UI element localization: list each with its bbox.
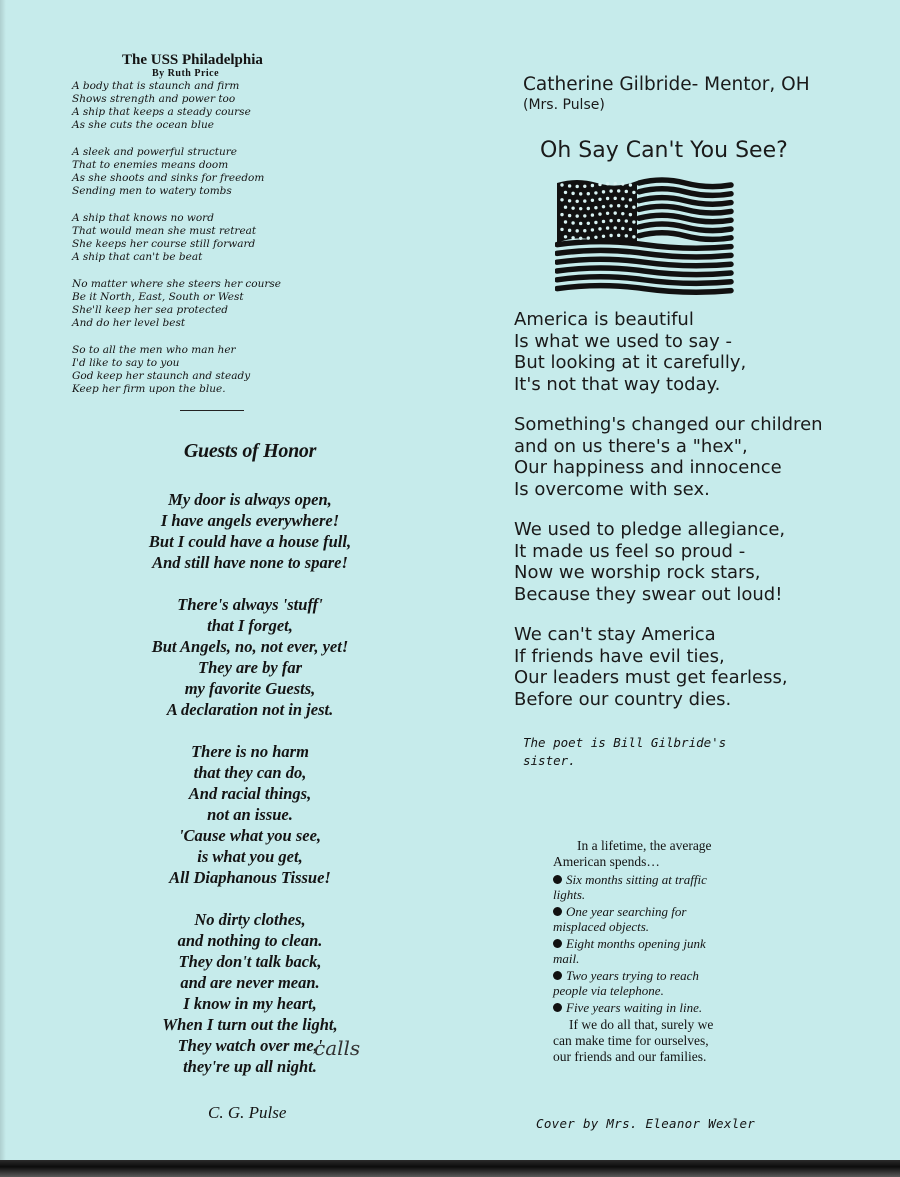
lifetime-item-text: One year searching for misplaced objects. (553, 904, 687, 934)
guests-poem-line: But I could have a house full, (148, 532, 352, 551)
flag-star (579, 222, 582, 225)
flag-star (579, 207, 582, 210)
flag-star (583, 185, 586, 188)
guests-poem-line: And still have none to spare! (152, 553, 348, 572)
flag-star (564, 235, 567, 238)
bullet-icon (553, 1003, 562, 1012)
flag-stripe (557, 286, 731, 293)
guests-poem-line: When I turn out the light, (162, 1015, 338, 1034)
flag-star (609, 234, 612, 237)
flag-star (598, 183, 601, 186)
flag-star (614, 182, 617, 185)
say-poem-line: Before our country dies. (514, 688, 732, 710)
flag-star (609, 204, 612, 207)
say-poem-stanza (514, 309, 854, 395)
uss-poem-line: That to enemies means doom (72, 159, 229, 171)
flag-stripe (557, 250, 731, 257)
flag-stripe (557, 268, 731, 275)
lifetime-list (553, 872, 728, 1015)
uss-poem-line: A sleek and powerful structure (72, 146, 237, 158)
flag-star (591, 228, 594, 231)
uss-poem-line: Shows strength and power too (72, 93, 236, 105)
flag-stripe (557, 277, 731, 284)
guests-poem-line: and are never mean. (180, 973, 320, 992)
flag-star (632, 235, 635, 238)
say-poem-line: If friends have evil ties, (514, 645, 725, 667)
uss-poem-line: Sending men to watery tombs (72, 185, 232, 197)
flag-stripe (639, 206, 731, 213)
divider-rule (180, 410, 244, 411)
bullet-icon (553, 939, 562, 948)
guests-poem-stanza (100, 489, 400, 573)
uss-poem-title: The USS Philadelphia (122, 52, 263, 68)
guests-poem-body (100, 489, 400, 1077)
poet-note-line: The poet is Bill Gilbride's (523, 735, 727, 750)
say-poem-line: But looking at it carefully, (514, 352, 747, 373)
guests-poem-line: They are by far (197, 658, 302, 677)
flag-star (617, 219, 620, 222)
flag-star (621, 182, 624, 185)
say-poem-body (514, 309, 854, 729)
guests-poem-line: is what you get, (197, 847, 303, 866)
guests-poem-line: They don't talk back, (178, 952, 322, 971)
author-credit (523, 74, 810, 114)
page-left-shadow (0, 0, 6, 1160)
lifetime-outro: If we do all that, surely we can make time for ourselves, our friends and our families. (553, 1017, 714, 1064)
uss-poem-line: A ship that can't be beat (72, 251, 203, 263)
flag-star (602, 220, 605, 223)
guests-poem-line: they're up all night. (183, 1057, 317, 1076)
flag-star (617, 189, 620, 192)
uss-poem-line: She'll keep her sea protected (72, 304, 229, 316)
flag-star (579, 237, 582, 240)
flag-star (629, 213, 632, 216)
uss-poem-line: A ship that keeps a steady course (72, 106, 251, 118)
say-poem-stanza (514, 519, 854, 605)
flag-stripe (639, 215, 731, 222)
flag-star (571, 221, 574, 224)
say-poem-stanza (514, 624, 854, 710)
flag-star (583, 229, 586, 232)
uss-poem-byline: By Ruth Price (152, 68, 220, 79)
uss-poem-line: That would mean she must retreat (72, 225, 257, 237)
flag-star (594, 236, 597, 239)
flag-star (606, 197, 609, 200)
flag-star (579, 192, 582, 195)
flag-star (617, 204, 620, 207)
say-poem-line: Is overcome with sex. (514, 478, 710, 500)
guests-poem-line: And racial things, (188, 784, 312, 803)
say-poem-line: Because they swear out loud! (514, 583, 783, 605)
flag-star (614, 211, 617, 214)
flag-star (594, 206, 597, 209)
flag-star (606, 212, 609, 215)
flag-stripe (557, 259, 731, 266)
flag-star (594, 191, 597, 194)
uss-poem-stanza (72, 146, 372, 198)
flag-star (602, 235, 605, 238)
lifetime-item-text: Five years waiting in line. (566, 1000, 703, 1015)
guests-poem-line: All Diaphanous Tissue! (169, 868, 331, 887)
uss-poem-body (72, 80, 372, 396)
uss-poem-line: And do her level best (72, 317, 186, 329)
flag-star (609, 189, 612, 192)
guests-poem-line: My door is always open, (168, 490, 332, 509)
flag-star (560, 183, 563, 186)
say-poem-line: We used to pledge allegiance, (514, 519, 786, 540)
flag-star (560, 213, 563, 216)
uss-poem-line: A body that is staunch and firm (72, 80, 240, 92)
flag-star (606, 182, 609, 185)
guests-poem-line: that they can do, (193, 763, 307, 782)
flag-stripe (557, 242, 731, 249)
say-poem-line: Now we worship rock stars, (514, 562, 761, 583)
flag-star (625, 190, 628, 193)
flag-star (602, 205, 605, 208)
guests-poem-line: They watch over me,' (177, 1036, 323, 1055)
guests-poem-stanza (100, 594, 400, 720)
say-poem-line: It's not that way today. (514, 373, 721, 395)
flag-star (629, 183, 632, 186)
say-poem-line: We can't stay America (514, 624, 716, 645)
flag-star (583, 199, 586, 202)
lifetime-item-text: Eight months opening junk mail. (553, 936, 706, 966)
flag-stripe (639, 189, 731, 196)
bullet-icon (553, 875, 562, 884)
flag-star (625, 234, 628, 237)
bullet-icon (553, 907, 562, 916)
poet-note (523, 734, 726, 770)
author-name-line: Catherine Gilbride- Mentor, OH (523, 74, 810, 95)
flag-star (614, 197, 617, 200)
flag-star (591, 213, 594, 216)
flag-star (591, 184, 594, 187)
say-poem-line: America is beautiful (514, 309, 694, 330)
guests-poem-line: 'Cause what you see, (178, 826, 322, 845)
guests-poem-line: A declaration not in jest. (166, 700, 334, 719)
flag-stripe (639, 180, 731, 187)
flag-star (617, 234, 620, 237)
flag-star (560, 228, 563, 231)
flag-star (571, 206, 574, 209)
uss-poem-line: She keeps her course still forward (72, 238, 256, 250)
flag-star (587, 192, 590, 195)
flag-star (629, 228, 632, 231)
flag-star (629, 198, 632, 201)
say-poem-line: Something's changed our children (514, 414, 823, 435)
lifetime-list-item (553, 936, 728, 966)
flag-star (587, 207, 590, 210)
flag-star (568, 199, 571, 202)
uss-poem-line: No matter where she steers her course (72, 278, 282, 290)
flag-star (564, 191, 567, 194)
flag-star (598, 212, 601, 215)
uss-poem-stanza (72, 344, 372, 396)
handwritten-note: calls (314, 1036, 361, 1060)
flag-star (606, 226, 609, 229)
flag-star (568, 229, 571, 232)
guests-poem-line: There's always 'stuff' (177, 595, 323, 614)
flag-star (625, 219, 628, 222)
flag-stripe (639, 198, 731, 205)
uss-poem-stanza (72, 80, 372, 132)
flag-star (614, 226, 617, 229)
say-poem-line: Our happiness and innocence (514, 457, 782, 478)
american-flag-icon (555, 175, 735, 297)
lifetime-intro: In a lifetime, the average American spends… (553, 838, 712, 869)
lifetime-item-text: Two years trying to reach people via telephone. (553, 968, 699, 998)
cover-credit: Cover by Mrs. Eleanor Wexler (536, 1116, 756, 1131)
say-poem-line: and on us there's a "hex", (514, 435, 748, 457)
guests-poem-line: But Angels, no, not ever, yet! (151, 637, 349, 656)
uss-poem-line: I'd like to say to you (72, 357, 180, 369)
poem-signature: C. G. Pulse (208, 1103, 287, 1122)
guests-poem-line: No dirty clothes, (194, 910, 306, 929)
flag-star (591, 199, 594, 202)
flag-star (621, 212, 624, 215)
flag-star (632, 206, 635, 209)
uss-philadelphia-poem (72, 52, 372, 411)
flag-star (602, 190, 605, 193)
guests-poem-line: There is no harm (191, 742, 309, 761)
flag-stripe (639, 224, 731, 231)
poet-note-line: sister. (523, 753, 576, 768)
flag-star (564, 220, 567, 223)
flag-star (571, 236, 574, 239)
flag-star (568, 214, 571, 217)
lifetime-list-item (553, 1000, 728, 1015)
lifetime-list-item (553, 904, 728, 934)
guests-poem-line: I have angels everywhere! (160, 511, 340, 530)
guests-of-honor-poem (100, 440, 400, 1098)
flag-star (587, 222, 590, 225)
uss-poem-stanza (72, 278, 372, 330)
say-poem-line: Is what we used to say - (514, 330, 732, 352)
flag-star (576, 214, 579, 217)
flag-star (571, 192, 574, 195)
lifetime-list-item (553, 968, 728, 998)
uss-poem-line: Keep her firm upon the blue. (72, 383, 226, 395)
flag-star (587, 236, 590, 239)
guests-poem-line: my favorite Guests, (184, 679, 316, 698)
uss-poem-line: So to all the men who man her (72, 344, 236, 356)
page-bottom-edge (0, 1160, 900, 1177)
flag-star (576, 229, 579, 232)
author-alias-line: (Mrs. Pulse) (523, 97, 605, 113)
flag-star (576, 185, 579, 188)
uss-poem-line: As she shoots and sinks for freedom (72, 172, 265, 184)
lifetime-list-item (553, 872, 728, 902)
flag-star (576, 200, 579, 203)
say-poem-title: Oh Say Can't You See? (540, 138, 788, 163)
guests-poem-stanza (100, 741, 400, 888)
flag-star (621, 197, 624, 200)
flag-star (594, 221, 597, 224)
flag-star (632, 191, 635, 194)
say-poem-stanza (514, 414, 854, 500)
guests-poem-line: that I forget, (207, 616, 293, 635)
flag-star (560, 198, 563, 201)
flag-star (568, 184, 571, 187)
flag-star (598, 198, 601, 201)
guests-poem-line: not an issue. (207, 805, 293, 824)
flag-star (632, 220, 635, 223)
say-poem-line: Our leaders must get fearless, (514, 667, 788, 688)
guests-poem-line: I know in my heart, (183, 994, 317, 1013)
say-poem-line: It made us feel so proud - (514, 540, 746, 562)
uss-poem-line: A ship that knows no word (72, 212, 214, 224)
lifetime-item-text: Six months sitting at traffic lights. (553, 872, 707, 902)
flag-star (625, 205, 628, 208)
uss-poem-line: God keep her staunch and steady (72, 370, 251, 382)
flag-star (583, 214, 586, 217)
guests-poem-title: Guests of Honor (183, 440, 317, 462)
uss-poem-stanza (72, 212, 372, 264)
flag-star (621, 227, 624, 230)
flag-stripe (639, 233, 731, 240)
flag-star (598, 227, 601, 230)
uss-poem-line: Be it North, East, South or West (72, 291, 244, 303)
flag-star (564, 206, 567, 209)
lifetime-facts-box (553, 838, 728, 1065)
flag-star (609, 219, 612, 222)
bullet-icon (553, 971, 562, 980)
uss-poem-line: As she cuts the ocean blue (72, 119, 214, 131)
guests-poem-line: and nothing to clean. (177, 931, 323, 950)
